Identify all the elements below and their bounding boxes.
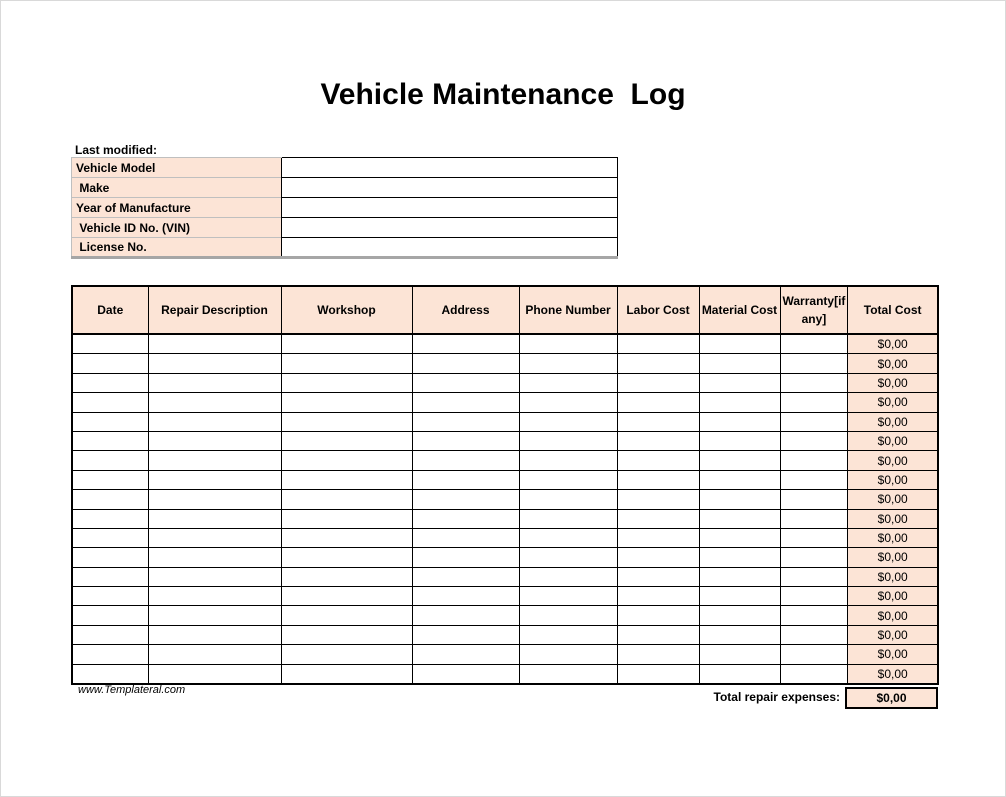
table-cell[interactable] — [412, 334, 519, 354]
table-cell[interactable] — [412, 431, 519, 450]
table-cell[interactable] — [412, 470, 519, 489]
table-cell[interactable] — [72, 509, 148, 528]
table-cell[interactable] — [148, 412, 281, 431]
vehicle-info-label: Vehicle Model — [72, 158, 282, 178]
table-cell[interactable] — [617, 645, 699, 664]
table-row — [72, 373, 938, 392]
table-cell[interactable] — [148, 490, 281, 509]
table-cell[interactable] — [148, 625, 281, 644]
vehicle-info-row — [72, 218, 618, 238]
table-row — [72, 509, 938, 528]
table-cell[interactable] — [412, 373, 519, 392]
table-cell[interactable] — [699, 490, 780, 509]
table-cell[interactable] — [780, 451, 848, 470]
row-total-cost-cell[interactable]: $0,00 — [848, 431, 938, 450]
table-cell[interactable] — [281, 354, 412, 373]
table-cell[interactable] — [617, 470, 699, 489]
column-header: Phone Number — [519, 286, 617, 334]
table-cell[interactable] — [617, 606, 699, 625]
table-cell[interactable] — [699, 431, 780, 450]
table-row — [72, 548, 938, 567]
vehicle-info-label: Year of Manufacture — [72, 198, 282, 218]
table-cell[interactable] — [699, 548, 780, 567]
page-title: Vehicle Maintenance Log — [320, 78, 686, 111]
vehicle-info-row — [72, 238, 618, 258]
table-row — [72, 567, 938, 586]
table-row — [72, 490, 938, 509]
vehicle-info-value-cell[interactable] — [282, 218, 618, 238]
maintenance-log-table — [71, 285, 939, 685]
table-cell[interactable] — [281, 509, 412, 528]
column-header: Material Cost — [699, 286, 780, 334]
row-total-cost-cell[interactable]: $0,00 — [848, 606, 938, 625]
table-cell[interactable] — [519, 451, 617, 470]
table-row — [72, 412, 938, 431]
table-cell[interactable] — [148, 606, 281, 625]
table-cell[interactable] — [617, 509, 699, 528]
last-modified-label: Last modified: — [75, 143, 158, 157]
row-total-cost-cell[interactable]: $0,00 — [848, 625, 938, 644]
table-cell[interactable] — [148, 470, 281, 489]
table-cell[interactable] — [617, 431, 699, 450]
table-cell[interactable] — [72, 334, 148, 354]
table-cell[interactable] — [72, 470, 148, 489]
table-cell[interactable] — [780, 664, 848, 684]
table-cell[interactable] — [780, 548, 848, 567]
row-total-cost-cell[interactable]: $0,00 — [848, 490, 938, 509]
table-cell[interactable] — [519, 548, 617, 567]
vehicle-info-label: Make — [72, 178, 282, 198]
table-row — [72, 431, 938, 450]
table-row — [72, 470, 938, 489]
table-cell[interactable] — [148, 451, 281, 470]
log-header-row — [72, 286, 938, 334]
table-cell[interactable] — [519, 334, 617, 354]
vehicle-info-value-cell[interactable] — [282, 238, 618, 258]
table-cell[interactable] — [412, 412, 519, 431]
table-cell[interactable] — [617, 490, 699, 509]
row-total-cost-cell[interactable]: $0,00 — [848, 334, 938, 354]
table-cell[interactable] — [72, 393, 148, 412]
table-cell[interactable] — [412, 393, 519, 412]
table-cell[interactable] — [281, 625, 412, 644]
table-cell[interactable] — [617, 625, 699, 644]
column-header: Warranty[if any] — [780, 286, 848, 334]
vehicle-info-value-cell[interactable] — [282, 198, 618, 218]
table-cell[interactable] — [72, 587, 148, 606]
table-cell[interactable] — [519, 664, 617, 684]
vehicle-info-value-cell[interactable] — [282, 178, 618, 198]
table-cell[interactable] — [617, 664, 699, 684]
table-cell[interactable] — [412, 451, 519, 470]
table-cell[interactable] — [412, 606, 519, 625]
table-cell[interactable] — [780, 431, 848, 450]
row-total-cost-cell[interactable]: $0,00 — [848, 412, 938, 431]
table-cell[interactable] — [780, 509, 848, 528]
table-cell[interactable] — [519, 645, 617, 664]
table-cell[interactable] — [780, 354, 848, 373]
vehicle-info-row — [72, 178, 618, 198]
row-total-cost-cell[interactable]: $0,00 — [848, 645, 938, 664]
table-row — [72, 528, 938, 547]
table-cell[interactable] — [699, 470, 780, 489]
table-cell[interactable] — [699, 451, 780, 470]
table-cell[interactable] — [617, 567, 699, 586]
table-cell[interactable] — [519, 412, 617, 431]
table-cell[interactable] — [780, 528, 848, 547]
table-cell[interactable] — [412, 528, 519, 547]
table-cell[interactable] — [780, 625, 848, 644]
column-header: Repair Description — [148, 286, 281, 334]
table-cell[interactable] — [780, 606, 848, 625]
table-cell[interactable] — [281, 412, 412, 431]
table-cell[interactable] — [617, 334, 699, 354]
table-cell[interactable] — [281, 606, 412, 625]
table-cell[interactable] — [780, 373, 848, 392]
table-cell[interactable] — [699, 528, 780, 547]
vehicle-info-row — [72, 198, 618, 218]
table-cell[interactable] — [148, 373, 281, 392]
column-header: Workshop — [281, 286, 412, 334]
table-cell[interactable] — [519, 470, 617, 489]
table-cell[interactable] — [617, 412, 699, 431]
table-cell[interactable] — [617, 528, 699, 547]
table-cell[interactable] — [699, 587, 780, 606]
table-cell[interactable] — [281, 451, 412, 470]
table-cell[interactable] — [72, 431, 148, 450]
row-total-cost-cell[interactable]: $0,00 — [848, 373, 938, 392]
column-header: Labor Cost — [617, 286, 699, 334]
table-cell[interactable] — [519, 567, 617, 586]
table-row — [72, 451, 938, 470]
table-cell[interactable] — [412, 645, 519, 664]
vehicle-info-table — [71, 157, 618, 259]
vehicle-info-value-cell[interactable] — [282, 158, 618, 178]
table-cell[interactable] — [412, 548, 519, 567]
table-cell[interactable] — [281, 548, 412, 567]
table-cell[interactable] — [519, 490, 617, 509]
table-cell[interactable] — [72, 606, 148, 625]
table-cell[interactable] — [519, 393, 617, 412]
table-cell[interactable] — [72, 645, 148, 664]
table-cell[interactable] — [617, 373, 699, 392]
table-row — [72, 664, 938, 684]
table-cell[interactable] — [617, 393, 699, 412]
table-cell[interactable] — [780, 587, 848, 606]
row-total-cost-cell[interactable]: $0,00 — [848, 451, 938, 470]
table-cell[interactable] — [780, 490, 848, 509]
table-cell[interactable] — [148, 431, 281, 450]
table-cell[interactable] — [412, 587, 519, 606]
table-cell[interactable] — [519, 528, 617, 547]
table-cell[interactable] — [148, 528, 281, 547]
column-header: Address — [412, 286, 519, 334]
row-total-cost-cell[interactable]: $0,00 — [848, 528, 938, 547]
table-cell[interactable] — [780, 334, 848, 354]
table-cell[interactable] — [780, 567, 848, 586]
table-row — [72, 354, 938, 373]
table-row — [72, 645, 938, 664]
table-cell[interactable] — [281, 567, 412, 586]
column-header: Date — [72, 286, 148, 334]
row-total-cost-cell[interactable]: $0,00 — [848, 354, 938, 373]
table-cell[interactable] — [72, 528, 148, 547]
table-cell[interactable] — [699, 664, 780, 684]
table-cell[interactable] — [519, 354, 617, 373]
table-cell[interactable] — [148, 548, 281, 567]
table-cell[interactable] — [412, 567, 519, 586]
table-cell[interactable] — [148, 645, 281, 664]
row-total-cost-cell[interactable]: $0,00 — [848, 548, 938, 567]
table-cell[interactable] — [72, 412, 148, 431]
row-total-cost-cell[interactable]: $0,00 — [848, 567, 938, 586]
table-cell[interactable] — [281, 334, 412, 354]
table-cell[interactable] — [72, 373, 148, 392]
table-cell[interactable] — [699, 509, 780, 528]
table-cell[interactable] — [699, 334, 780, 354]
row-total-cost-cell[interactable]: $0,00 — [848, 509, 938, 528]
table-cell[interactable] — [281, 645, 412, 664]
table-cell[interactable] — [281, 431, 412, 450]
table-row — [72, 334, 938, 354]
table-cell[interactable] — [617, 548, 699, 567]
total-expenses-value[interactable]: $0,00 — [845, 687, 938, 709]
table-cell[interactable] — [699, 354, 780, 373]
table-row — [72, 393, 938, 412]
table-cell[interactable] — [780, 645, 848, 664]
table-cell[interactable] — [617, 354, 699, 373]
table-row — [72, 606, 938, 625]
vehicle-info-label: License No. — [72, 238, 282, 258]
table-cell[interactable] — [780, 393, 848, 412]
table-cell[interactable] — [281, 490, 412, 509]
table-cell[interactable] — [72, 625, 148, 644]
table-cell[interactable] — [281, 587, 412, 606]
table-cell[interactable] — [72, 354, 148, 373]
table-cell[interactable] — [699, 645, 780, 664]
table-cell[interactable] — [780, 470, 848, 489]
table-cell[interactable] — [281, 393, 412, 412]
table-cell[interactable] — [780, 412, 848, 431]
column-header: Total Cost — [848, 286, 938, 334]
table-cell[interactable] — [699, 625, 780, 644]
table-cell[interactable] — [72, 451, 148, 470]
table-cell[interactable] — [148, 509, 281, 528]
table-cell[interactable] — [148, 664, 281, 684]
row-total-cost-cell[interactable]: $0,00 — [848, 393, 938, 412]
row-total-cost-cell[interactable]: $0,00 — [848, 470, 938, 489]
table-row — [72, 625, 938, 644]
table-cell[interactable] — [281, 664, 412, 684]
table-cell[interactable] — [281, 373, 412, 392]
row-total-cost-cell[interactable]: $0,00 — [848, 664, 938, 684]
table-cell[interactable] — [281, 528, 412, 547]
table-cell[interactable] — [148, 393, 281, 412]
table-cell[interactable] — [617, 587, 699, 606]
table-cell[interactable] — [148, 587, 281, 606]
table-cell[interactable] — [699, 567, 780, 586]
table-cell[interactable] — [72, 567, 148, 586]
table-cell[interactable] — [412, 490, 519, 509]
vehicle-info-label: Vehicle ID No. (VIN) — [72, 218, 282, 238]
table-cell[interactable] — [72, 490, 148, 509]
table-cell[interactable] — [519, 431, 617, 450]
table-row — [72, 587, 938, 606]
table-cell[interactable] — [148, 354, 281, 373]
table-cell[interactable] — [519, 606, 617, 625]
table-cell[interactable] — [412, 509, 519, 528]
total-expenses-label: Total repair expenses: — [713, 690, 840, 704]
table-cell[interactable] — [412, 354, 519, 373]
table-cell[interactable] — [519, 509, 617, 528]
table-cell[interactable] — [412, 664, 519, 684]
table-cell[interactable] — [281, 470, 412, 489]
vehicle-info-row — [72, 158, 618, 178]
table-cell[interactable] — [617, 451, 699, 470]
table-cell[interactable] — [519, 587, 617, 606]
table-cell[interactable] — [72, 548, 148, 567]
table-cell[interactable] — [519, 373, 617, 392]
table-cell[interactable] — [72, 664, 148, 684]
table-cell[interactable] — [412, 625, 519, 644]
table-cell[interactable] — [148, 567, 281, 586]
website-link[interactable]: www.Templateral.com — [78, 684, 186, 696]
table-cell[interactable] — [699, 393, 780, 412]
table-cell[interactable] — [148, 334, 281, 354]
table-cell[interactable] — [699, 606, 780, 625]
table-cell[interactable] — [519, 625, 617, 644]
row-total-cost-cell[interactable]: $0,00 — [848, 587, 938, 606]
table-cell[interactable] — [699, 412, 780, 431]
table-cell[interactable] — [699, 373, 780, 392]
